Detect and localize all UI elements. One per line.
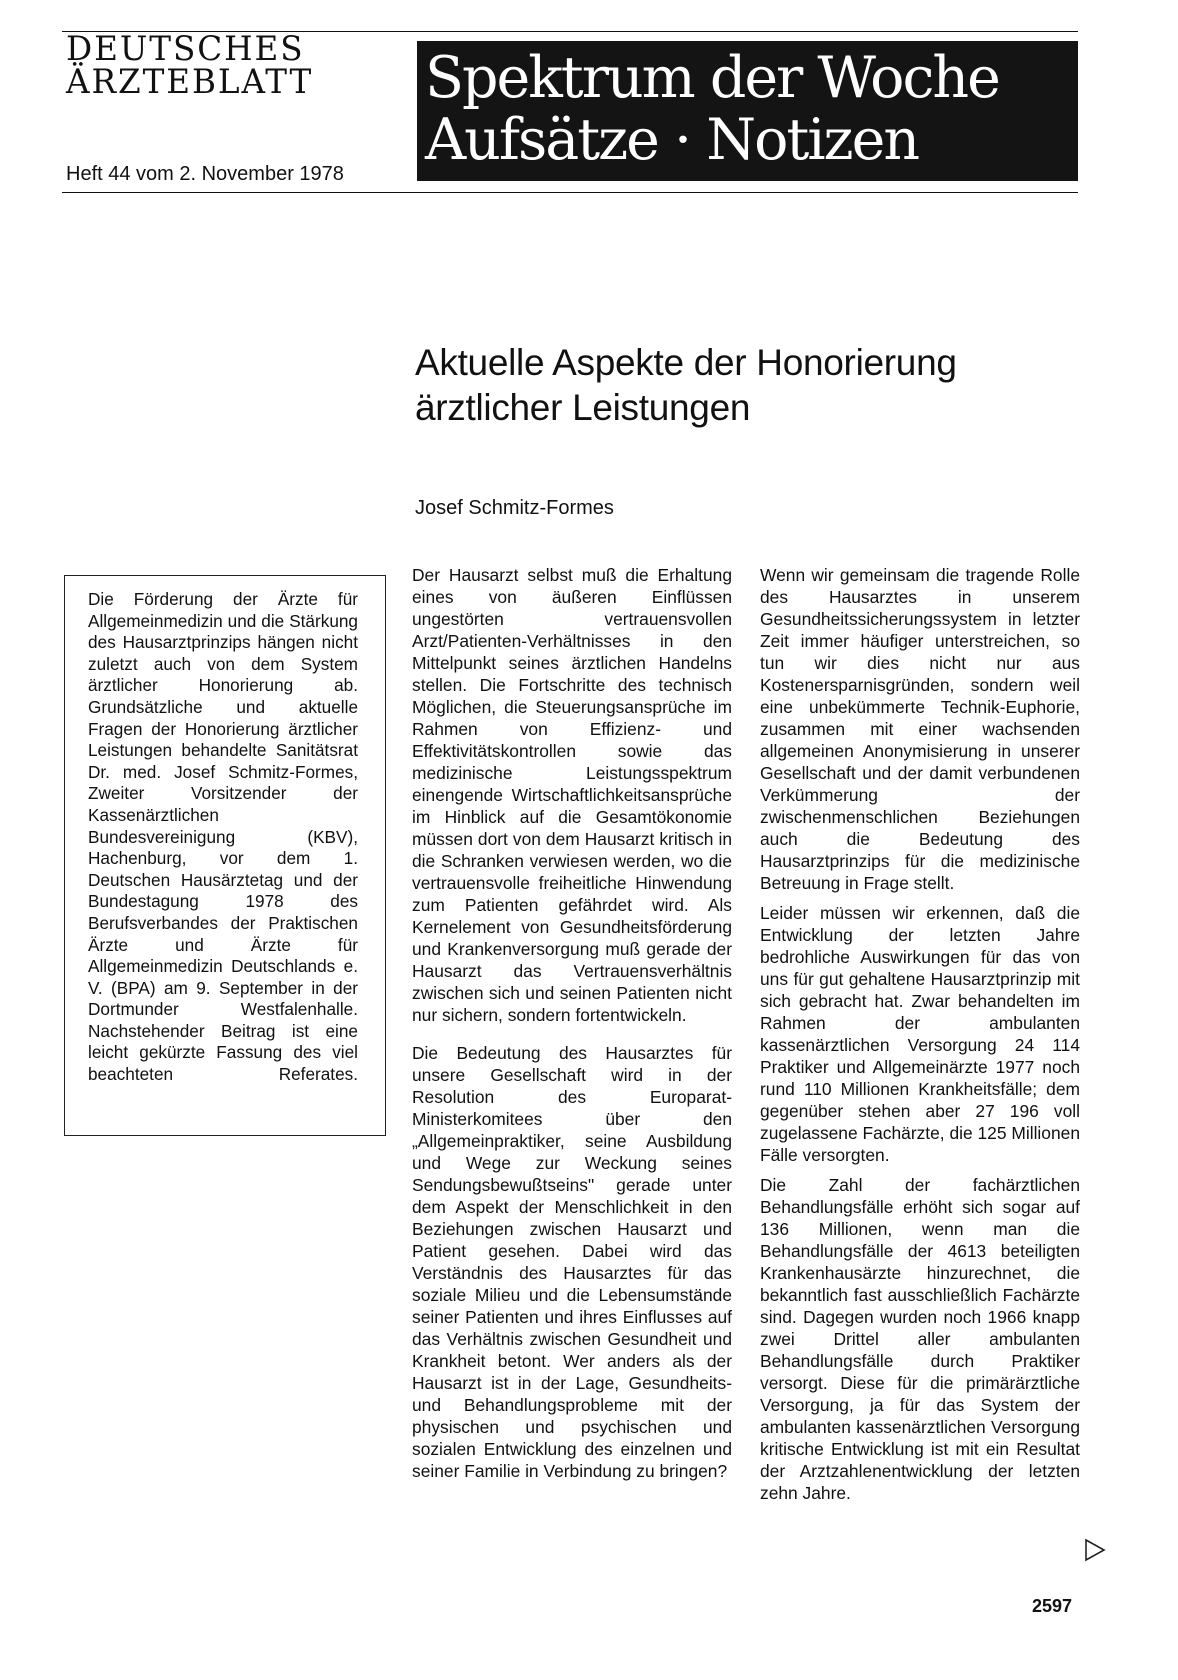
body-column-middle: [412, 564, 732, 1482]
paragraph: Die Bedeutung des Hausarztes für unsere Gesellschaft wird in der Resolution des Europarat-Ministerkomitees über den „Allgemeinpraktiker, seine Ausbildung und Wege zur Weckung seines Sendungsbewußtseins" gerade unter dem Aspekt der Menschlichkeit in den Beziehungen zwischen Hausarzt und Patient gesehen. Dabei wird das Verständnis des Hausarztes für das soziale Milieu und die Lebensumstände seiner Patienten und ihres Einflusses auf das Verhältnis zwischen Gesundheit und Krankheit betont. Wer anders als der Hausarzt ist in der Lage, Gesundheits- und Behandlungsprobleme mit der physischen und psychischen und sozialen Entwicklung des einzelnen und seiner Familie in Verbindung zu bringen?: [412, 1043, 732, 1481]
paragraph: Leider müssen wir erkennen, daß die Entwicklung der letzten Jahre bedrohliche Auswirkungen für das von uns für gut gehaltene Hausarztprinzip mit sich gebracht hat. Zwar behandelten im Rahmen der ambulanten kassenärztlichen Versorgung 24 114 Praktiker und Allgemeinärzte 1977 noch rund 110 Millionen Krankheitsfälle; dem gegenüber stehen aber 27 196 voll zugelassene Fachärzte, die 125 Millionen Fälle versorgten.: [760, 903, 1080, 1165]
article-title: [415, 340, 1095, 430]
section-title-line2: Aufsätze · Notizen: [425, 107, 919, 173]
article-author: Josef Schmitz-Formes: [415, 497, 614, 519]
publication-name: [66, 29, 383, 103]
issue-info: Heft 44 vom 2. November 1978: [66, 163, 344, 185]
publication-name-line1: DEUTSCHES: [66, 29, 305, 69]
article-title-line2: ärztlicher Leistungen: [415, 387, 751, 428]
section-title-line1: Spektrum der Woche: [425, 45, 999, 111]
body-column-right: [760, 564, 1080, 1504]
abstract-text: Die Förderung der Ärzte für Allgemeinmedizin und die Stärkung des Hausarztprinzips hängen nicht zuletzt auch von dem System ärztlicher Honorierung ab. Grundsätzliche und aktuelle Fragen der Honorierung ärztlicher Leistungen behandelte Sanitätsrat Dr. med. Josef Schmitz-Formes, Zweiter Vorsitzender der Kassenärztlichen Bundesvereinigung (KBV), Hachenburg, vor dem 1. Deutschen Hausärztetag und der Bundestagung 1978 des Berufsverbandes der Praktischen Ärzte und Ärzte für Allgemeinmedizin Deutschlands e. V. (BPA) am 9. September in der Dortmunder Westfalenhalle. Nachstehender Beitrag ist eine leicht gekürzte Fassung des viel beachteten Referates.: [88, 589, 358, 1085]
publication-name-line2: ÄRZTEBLATT: [66, 62, 314, 103]
masthead-bottom-rule: [62, 192, 1078, 193]
paragraph: Wenn wir gemeinsam die tragende Rolle des Hausarztes in unserem Gesundheitssicherungssystem in letzter Zeit immer häufiger unterstreichen, so tun wir dies nicht nur aus Kostenersparnisgründen, sondern weil eine unbekümmerte Technik-Euphorie, zusammen mit einer wachsenden allgemeinen Anonymisierung in unserer Gesellschaft und der damit verbundenen Verkümmerung der zwischenmenschlichen Beziehungen auch die Bedeutung des Hausarztprinzips für die medizinische Betreuung in Frage stellt.: [760, 565, 1080, 893]
paragraph: Die Zahl der fachärztlichen Behandlungsfälle erhöht sich sogar auf 136 Millionen, wenn man die Behandlungsfälle der 4613 beteiligten Krankenhausärzte hinzurechnet, die bekanntlich fast ausschließlich Fachärzte sind. Dagegen wurden noch 1966 knapp zwei Drittel aller ambulanten Behandlungsfälle durch Praktiker versorgt. Diese für die primärärztliche Versorgung, ja für das System der ambulanten kassenärztlichen Versorgung kritische Entwicklung ist mit ein Resultat der Arztzahlenentwicklung der letzten zehn Jahre.: [760, 1175, 1080, 1503]
continue-arrow-icon: [1083, 1538, 1107, 1562]
paragraph: Der Hausarzt selbst muß die Erhaltung eines von äußeren Einflüssen ungestörten vertrauensvollen Arzt/Patienten-Verhältnisses in den Mittelpunkt seines ärztlichen Handelns stellen. Die Fortschritte des technisch Möglichen, die Steuerungsansprüche im Rahmen von Effizienz- und Effektivitätskontrollen sowie das medizinische Leistungsspektrum einengende Wirtschaftlichkeitsansprüche im Hinblick auf die Gesamtökonomie müssen dort von dem Hausarzt kritisch in die Schranken verwiesen werden, wo die vertrauensvolle freiheitliche Hinwendung zum Patienten gefährdet wird. Als Kernelement von Gesundheitsförderung und Krankenversorgung muß gerade der Hausarzt das Vertrauensverhältnis zwischen sich und seinen Patienten nicht nur sichern, sondern fortentwickeln.: [412, 565, 732, 1025]
article-title-line1: Aktuelle Aspekte der Honorierung: [415, 342, 957, 383]
page-number: 2597: [1032, 1596, 1073, 1616]
section-banner: [417, 41, 1078, 181]
